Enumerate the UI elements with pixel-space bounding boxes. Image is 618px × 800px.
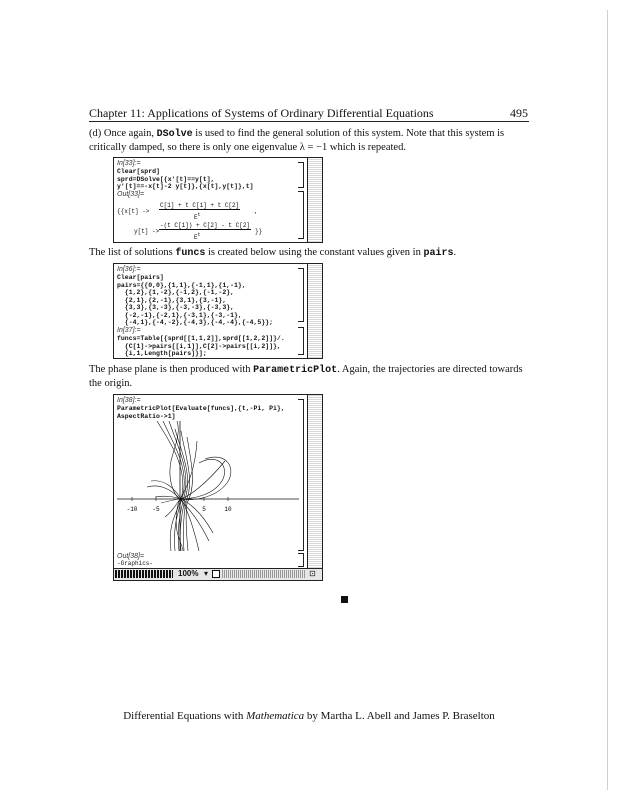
trajectories bbox=[147, 421, 231, 551]
input-label: In[37]:= bbox=[117, 327, 141, 334]
input-label: In[38]:= bbox=[117, 397, 141, 404]
input-code-parametricplot[interactable]: ParametricPlot[Evaluate[funcs],{t,-Pi, Pi}, AspectRatio->1] bbox=[117, 405, 285, 420]
resize-handle-icon[interactable]: ⊡ bbox=[309, 569, 316, 578]
output-x-denominator: $E^t$ bbox=[194, 212, 201, 221]
x-tick-label: 5 bbox=[202, 506, 206, 513]
cell-bracket[interactable] bbox=[298, 553, 304, 567]
output-graphics: -Graphics- bbox=[117, 560, 154, 567]
output-comma: , bbox=[254, 208, 258, 215]
zoom-dropdown-icon[interactable]: ▾ bbox=[204, 569, 209, 578]
page-number: 495 bbox=[510, 106, 528, 120]
cell-bracket[interactable] bbox=[298, 191, 304, 239]
notebook-window-dsolve[interactable] bbox=[113, 157, 323, 243]
phase-plane-plot bbox=[117, 421, 299, 551]
output-x-lhs: {{x[t] -> bbox=[117, 208, 150, 215]
page-footer: Differential Equations with Mathematica by Martha L. Abell and James P. Braselton bbox=[123, 710, 495, 722]
scroll-left-button[interactable] bbox=[212, 570, 220, 578]
output-x-numerator: C[1] + t C[1] + t C[2] bbox=[160, 202, 240, 209]
paragraph-phase-plane bbox=[89, 363, 534, 390]
input-code-pairs[interactable]: Clear[pairs] pairs={{0,0},{1,1},{-1,1},{1,-1}, {1,2},{1,-2},{-1,2},{-1,-2}, {2,1},{2,-1},{3,1},{3,-1}, {3,3},{3,-3},{-3,-3},{-3,3}, {-2,-1},{-2,1},{-3,1},{-3,-1}, {-4,1},{-4,-2},{-4,3},{-4,-4},{-4,5}}; bbox=[117, 274, 274, 326]
input-code-funcs[interactable]: funcs=Table[{sprd[[1,1,2]],sprd[[1,2,2]]}/. {C[1]->pairs[[i,1]],C[2]->pairs[[i,2]]}, {i,1,Length[pairs]}]; bbox=[117, 335, 285, 357]
paragraph-text: . Again, the trajectories are directed towards the origin. bbox=[89, 364, 523, 389]
paragraph-d bbox=[89, 127, 534, 154]
input-label: In[33]:= bbox=[117, 160, 141, 167]
output-y-numerator: -(t C[1]) + C[2] - t C[2] bbox=[160, 222, 251, 229]
zoom-level[interactable]: 100% bbox=[178, 569, 199, 578]
page-edge-rule bbox=[607, 10, 608, 790]
scrollbar[interactable] bbox=[307, 264, 322, 358]
paragraph-text: The phase plane is then produced with bbox=[89, 364, 254, 375]
inline-code: DSolve bbox=[156, 129, 193, 140]
header-rule bbox=[89, 121, 529, 122]
end-of-proof-mark bbox=[341, 596, 348, 603]
paragraph-text: The list of solutions bbox=[89, 247, 176, 258]
window-grip bbox=[115, 570, 173, 578]
paragraph-funcs bbox=[89, 246, 534, 260]
running-header-title: Chapter 11: Applications of Systems of Ordinary Differential Equations bbox=[89, 106, 434, 120]
cell-bracket[interactable] bbox=[298, 327, 304, 355]
inline-code: funcs bbox=[175, 248, 206, 259]
scrollbar[interactable] bbox=[307, 158, 322, 242]
inline-code: ParametricPlot bbox=[253, 365, 338, 376]
output-y-lhs: y[t] -> bbox=[134, 228, 160, 235]
input-code[interactable]: Clear[sprd] sprd=DSolve[{x'[t]==y[t], y'[t]==-x[t]-2 y[t]},{x[t],y[t]},t] bbox=[117, 168, 254, 190]
output-label: Out[33]= bbox=[117, 191, 145, 198]
cell-bracket[interactable] bbox=[298, 162, 304, 188]
paragraph-text: . bbox=[453, 247, 457, 258]
paragraph-text: is used to find the general solution of this system. Note that this system is critically damped, so there is only one eigenvalue λ = −1 which is repeated. bbox=[89, 128, 505, 153]
input-label: In[36]:= bbox=[117, 266, 141, 273]
horizontal-scrollbar[interactable] bbox=[222, 570, 306, 578]
output-label: Out[38]= bbox=[117, 553, 145, 560]
x-tick-label: 10 bbox=[224, 506, 232, 513]
paragraph-text: (d) Once again, bbox=[89, 128, 157, 139]
cell-bracket[interactable] bbox=[298, 268, 304, 322]
x-tick-label: -5 bbox=[152, 506, 160, 513]
window-status-bar bbox=[114, 568, 322, 580]
notebook-window-plot[interactable] bbox=[113, 394, 323, 581]
output-y-denominator: $E^t$ bbox=[194, 232, 201, 241]
inline-code: pairs bbox=[423, 248, 454, 259]
x-tick-label: -10 bbox=[126, 506, 138, 513]
paragraph-text: is created below using the constant values given in bbox=[205, 247, 424, 258]
output-close: }} bbox=[255, 228, 263, 235]
scrollbar[interactable] bbox=[307, 395, 322, 568]
notebook-window-pairs[interactable] bbox=[113, 263, 323, 359]
